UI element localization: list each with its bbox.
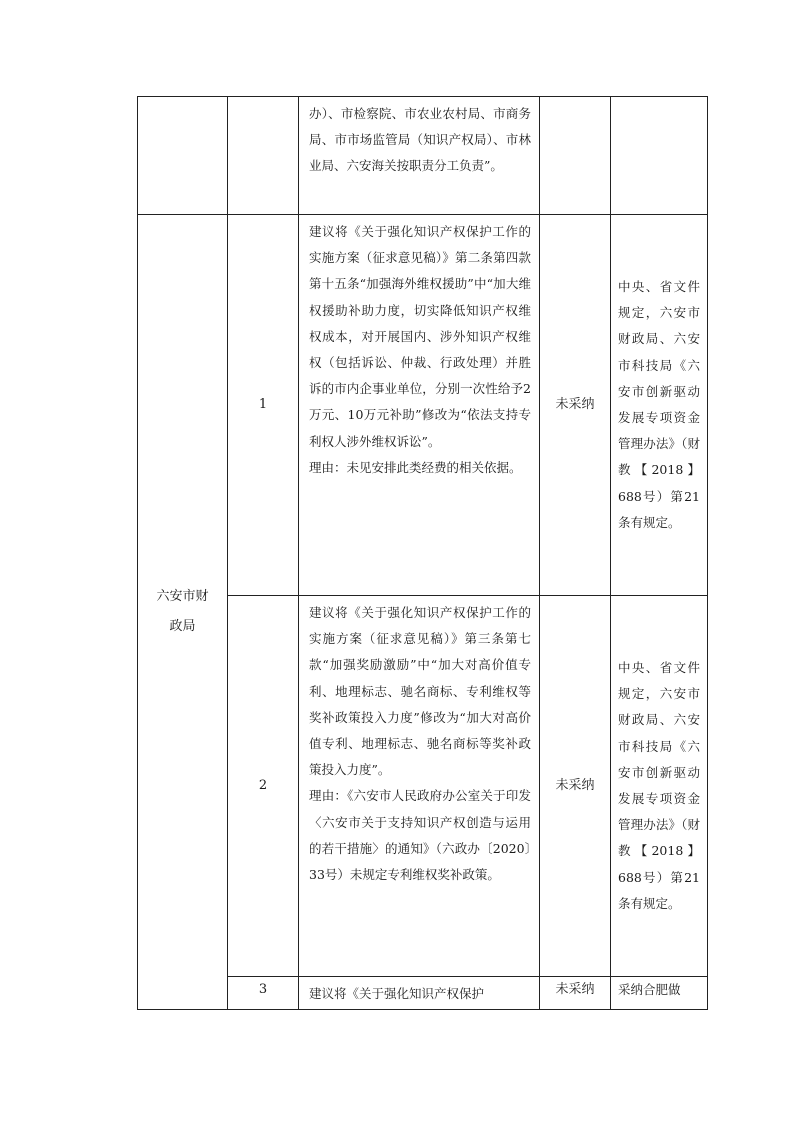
- basis-text: 中央、省文件规定，六安市财政局、六安市科技局《六安市创新驱动发展专项资金管理办法》（财教【2018】688号）第21条有规定。: [618, 659, 700, 911]
- basis-text: 采纳合肥做: [618, 982, 681, 997]
- number-cell-empty: [228, 97, 299, 215]
- status-cell-empty: [540, 97, 611, 215]
- department-name: 六安市财政局: [156, 589, 209, 635]
- proposal-cell: [299, 97, 540, 215]
- feedback-table: [137, 96, 708, 1010]
- row-number: 1: [228, 215, 299, 596]
- status-cell: 未采纳: [540, 977, 611, 1010]
- proposal-cell: [299, 596, 540, 977]
- basis-text: 中央、省文件规定，六安市财政局、六安市科技局《六安市创新驱动发展专项资金管理办法》（财教【2018】688号）第21条有规定。: [618, 278, 700, 530]
- proposal-cell: [299, 977, 540, 1010]
- row-number: 3: [228, 977, 299, 1010]
- basis-cell: [611, 215, 708, 596]
- reason-text: 理由：未见安排此类经费的相关依据。: [309, 459, 522, 475]
- table-row: [138, 97, 708, 215]
- basis-cell-empty: [611, 97, 708, 215]
- reason-text: 理由：《六安市人民政府办公室关于印发〈六安市关于支持知识产权创造与运用的若干措施〉的通知》（六政办〔2020〕33号）未规定专利维权奖补政策。: [309, 788, 531, 883]
- proposal-text: 建议将《关于强化知识产权保护工作的实施方案（征求意见稿）》第二条第四款第十五条“加强海外维权援助”中“加大维权援助补助力度，切实降低知识产权维权成本，对开展国内、涉外知识产权维权（包括诉讼、仲裁、行政处理）并胜诉的市内企事业单位，分别一次性给予2万元、10万元补助”修改为“依法支持专利权人涉外维权诉讼”。: [309, 224, 531, 449]
- proposal-text: 建议将《关于强化知识产权保护工作的实施方案（征求意见稿）》第三条第七款“加强奖励激励”中“加大对高价值专利、地理标志、驰名商标、专利维权等奖补政策投入力度”修改为“加大对高价值专利、地理标志、驰名商标等奖补政策投入力度”。: [309, 605, 531, 778]
- basis-cell: [611, 596, 708, 977]
- proposal-text: 建议将《关于强化知识产权保护: [309, 986, 485, 1001]
- basis-cell: [611, 977, 708, 1010]
- table-row: [138, 215, 708, 596]
- proposal-text: 办）、市检察院、市农业农村局、市商务局、市市场监管局（知识产权局）、市林业局、六安海关按职责分工负责”。: [309, 106, 531, 174]
- row-number: 2: [228, 596, 299, 977]
- department-cell: [138, 215, 228, 1010]
- status-cell: 未采纳: [540, 596, 611, 977]
- department-cell-empty: [138, 97, 228, 215]
- proposal-cell: [299, 215, 540, 596]
- status-cell: 未采纳: [540, 215, 611, 596]
